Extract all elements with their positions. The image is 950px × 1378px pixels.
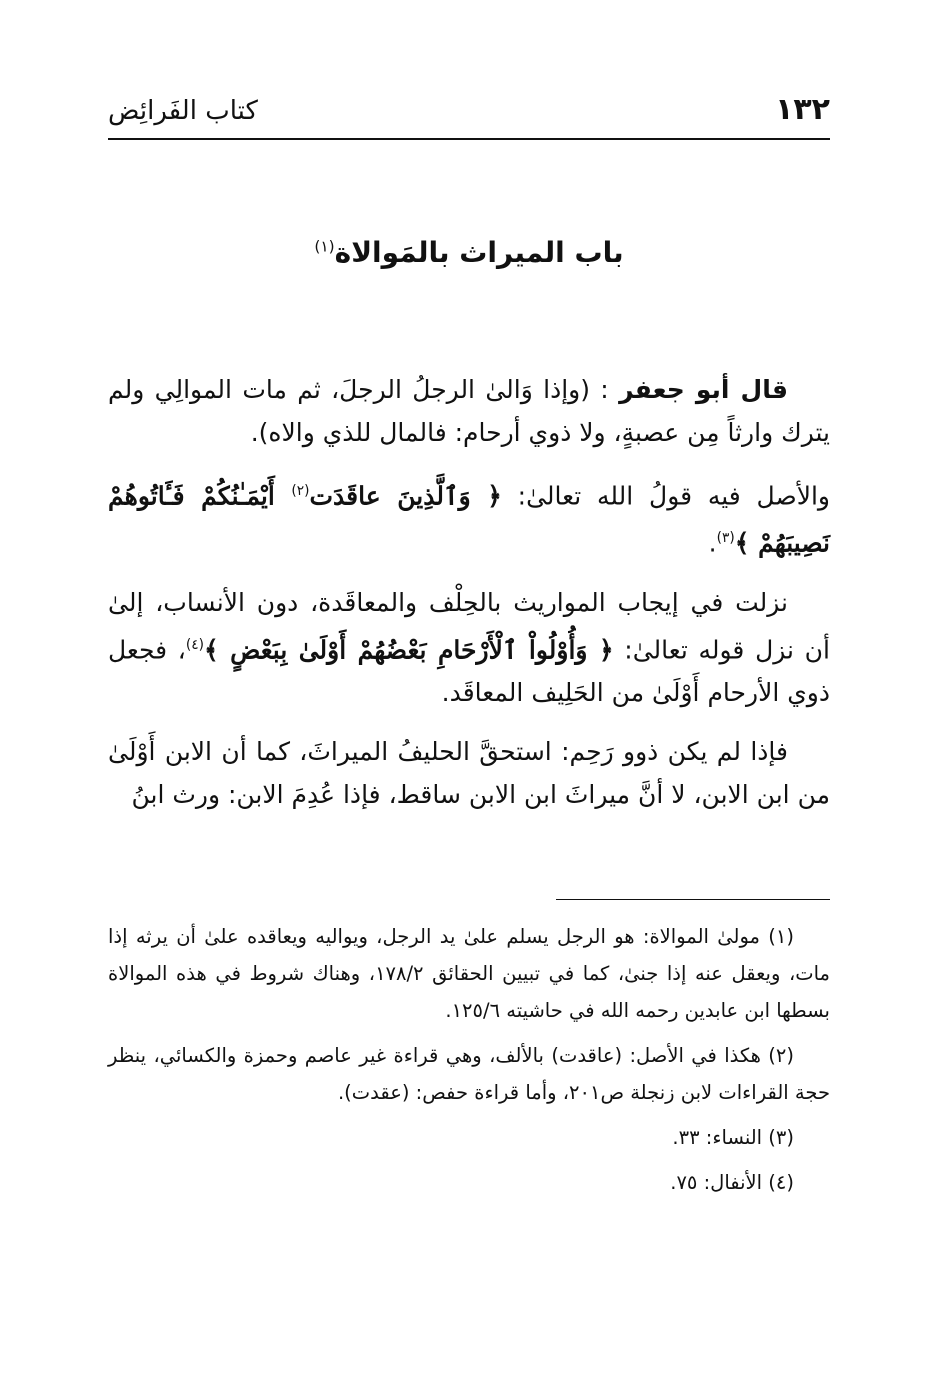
book-title: كتاب الفَرائِض: [108, 96, 258, 126]
footnote-ref-4: (٤): [185, 636, 204, 653]
quran-verse-1a: ﴿ وَٱلَّذِينَ عاقَدَت: [309, 481, 502, 511]
footnote-2: (٢) هكذا في الأصل: (عاقدت) بالألف، وهي قراءة غير عاصم وحمزة والكسائي، ينظر حجة القراءات لابن زنجلة ص٢٠١، وأما قراءة حفص: (عقدت).: [108, 1044, 830, 1104]
paragraph-4-text: فإذا لم يكن ذوو رَحِم: استحقَّ الحليفُ الميراثَ، كما أن الابن أَوْلَىٰ من ابن الابن، لا أنَّ ميراثَ ابن الابن ساقط، فإذا عُدِمَ الابن: ورث ابنُ: [108, 736, 830, 809]
paragraph-2-text: والأصل فيه قولُ الله تعالىٰ:: [501, 481, 830, 511]
paragraph-2-end: .: [708, 528, 717, 558]
main-text: [108, 368, 830, 832]
speaker-name: قال أبو جعفر: [619, 375, 789, 404]
quran-verse-1b: أَيْمَـٰنُكُمْ فَـَٔاتُوهُمْ نَصِيبَهُمْ ﴾: [108, 481, 830, 558]
footnote-ref-2: (٢): [291, 483, 310, 499]
chapter-title: [108, 236, 830, 269]
chapter-title-text: باب الميراث بالمَوالاة: [334, 236, 624, 269]
paragraph-3-text-b: ، فجعل ذوي الأرحام أَوْلَىٰ من الحَلِيف المعاقَد.: [108, 634, 830, 707]
paragraph-1-text: : (وإذا وَالىٰ الرجلُ الرجلَ، ثم مات الموالِي ولم يترك وارثاً مِن عصبةٍ، ولا ذوي أرحام: فالمال للذي والاه).: [108, 375, 830, 447]
paragraph-1: [108, 368, 830, 454]
paragraph-2: [108, 470, 830, 565]
running-header: [108, 88, 830, 140]
footnote-4: (٤) الأنفال: ٧٥.: [670, 1171, 794, 1194]
paragraph-3-text-a: نزلت في إيجاب المواريث بالحِلْف والمعاقَدة، دون الأنساب، إلىٰ أن نزل قوله تعالىٰ:: [108, 587, 830, 664]
footnote-1: (١) مولىٰ الموالاة: هو الرجل يسلم علىٰ يد الرجل، ويواليه ويعاقده علىٰ أن يرثه إذا مات، ويعقل عنه إذا جنىٰ، كما في تبيين الحقائق ١٧٨/٢، وهناك شروط في هذه الموالاة بسطها ابن عابدين رحمه الله في حاشيته ١٢٥/٦.: [108, 925, 830, 1022]
paragraph-4: [108, 730, 830, 816]
page-number: ١٣٢: [775, 92, 830, 127]
footnote-3: (٣) النساء: ٣٣.: [672, 1126, 794, 1149]
quran-verse-2: ﴿ وَأُوْلُواْ ٱلْأَرْحَامِ بَعْضُهُمْ أَوْلَىٰ بِبَعْضٍ ﴾: [203, 634, 614, 664]
footnote-ref-3: (٣): [716, 530, 735, 547]
footnote-divider: [556, 899, 830, 900]
footnotes: [108, 918, 830, 1209]
chapter-footnote-ref: (١): [314, 237, 335, 256]
paragraph-3: [108, 581, 830, 714]
